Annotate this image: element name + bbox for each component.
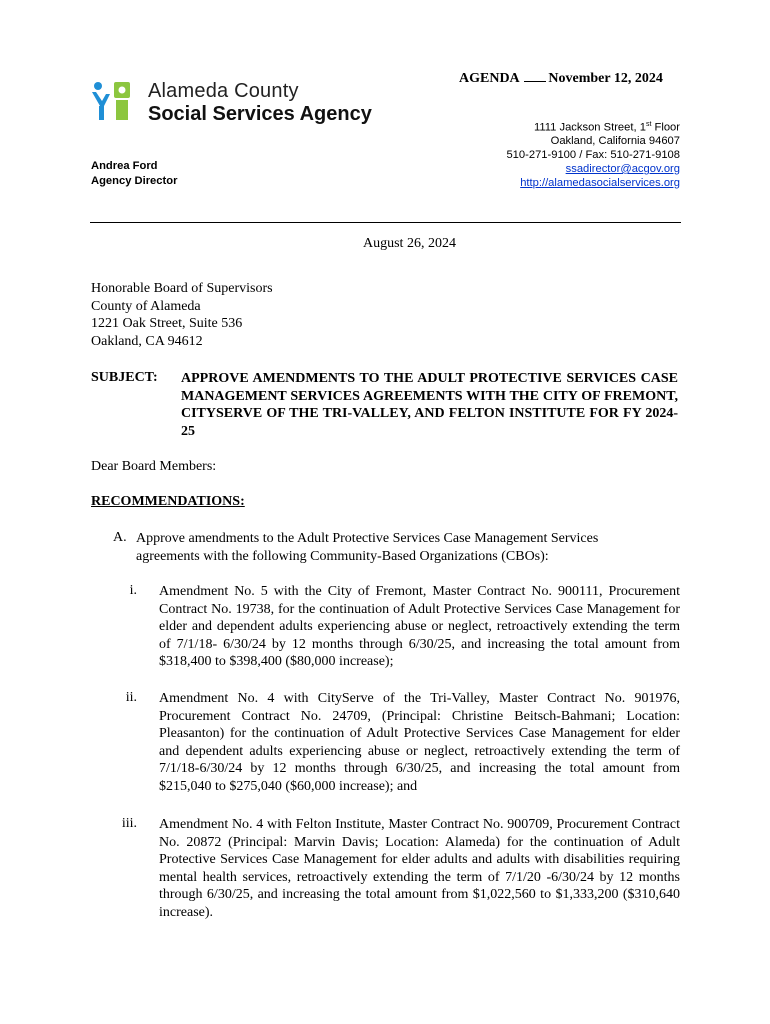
email-link[interactable]: ssadirector@acgov.org <box>565 163 680 175</box>
subitem-label: ii. <box>125 690 137 705</box>
item-a-label: A. <box>113 530 127 545</box>
recipient-line: Oakland, CA 94612 <box>91 333 203 349</box>
recipient-address <box>91 280 273 350</box>
logo-figure-blue <box>92 82 110 120</box>
recommendations-heading: RECOMMENDATIONS: <box>91 494 245 509</box>
phone-fax: 510-271-9100 / Fax: 510-271-9108 <box>506 149 680 161</box>
subject-text: APPROVE AMENDMENTS TO THE ADULT PROTECTIVE SERVICES CASE MANAGEMENT SERVICES AGREEMENTS WITH THE CITY OF FREMONT, CITYSERVE OF THE TRI-VALLEY, AND FELTON INSTITUTE FOR FY 2024-25 <box>181 371 678 439</box>
recipient-line: County of Alameda <box>91 298 201 314</box>
subitem-text: Amendment No. 4 with Felton Institute, Master Contract No. 900709, Procurement Contract No. 20872 (Principal: Marvin Davis; Location: Alameda) for the continuation of Adult Protective Services Case Management for elder adults and adults with disabilities requiring mental health services, retroactively extending the term of 7/1/20 -6/30/24 by 12 months through 6/30/25, and increasing the total amount from $1,022,560 to $1,333,200 ($310,640 increase). <box>159 817 680 920</box>
subitem-label: iii. <box>121 816 137 831</box>
director-name: Andrea Ford <box>91 160 158 172</box>
agenda-label: AGENDA <box>459 71 519 86</box>
agenda-line <box>459 70 663 87</box>
subitem-text: Amendment No. 5 with the City of Fremont, Master Contract No. 900111, Procurement Contract No. 19738, for the continuation of Adult Protective Services Case Management for elder and dependent adults experiencing abuse or neglect, retroactively extending the term of 7/1/18- 6/30/24 by 12 months through 6/30/25, and increasing the total amount from $318,400 to $398,400 ($80,000 increase); <box>159 584 680 669</box>
email-line <box>566 163 680 175</box>
website-link[interactable]: http://alamedasocialservices.org <box>520 177 680 189</box>
address-line-2: Oakland, California 94607 <box>550 135 680 147</box>
org-name-line1: Alameda County <box>148 80 299 102</box>
recipient-line: Honorable Board of Supervisors <box>91 281 273 296</box>
subject-label: SUBJECT: <box>91 370 158 385</box>
letter-date: August 26, 2024 <box>363 236 456 251</box>
subitem-label: i. <box>129 583 137 598</box>
org-name-line2: Social Services Agency <box>148 103 372 125</box>
website-line <box>520 177 680 189</box>
subitem-text: Amendment No. 4 with CityServe of the Tri-Valley, Master Contract No. 901976, Procurement Contract No. 24709, (Principal: Christine Beitsch-Bahmani; Location: Pleasanton) for the continuation of Adult Protective Services Case Management for elder and dependent adults experiencing abuse or neglect, retroactively extending the term of 7/1/18-6/30/24 by 12 months through 6/30/25, and increasing the total amount from $215,040 to $275,040 ($60,000 increase); and <box>159 691 680 794</box>
logo-figure-green <box>114 82 130 120</box>
recipient-line: 1221 Oak Street, Suite 536 <box>91 316 243 331</box>
address-line-1: 1111 Jackson Street, 1st Floor <box>533 121 680 134</box>
salutation: Dear Board Members: <box>91 459 217 474</box>
director-title: Agency Director <box>91 175 178 187</box>
header-divider <box>90 222 681 223</box>
agenda-blank <box>524 70 546 82</box>
item-a-text: Approve amendments to the Adult Protective Services Case Management Services agreements with the following Community-Based Organizations (CBOs): <box>136 531 599 564</box>
agency-logo <box>90 80 134 124</box>
agenda-date: November 12, 2024 <box>548 71 663 86</box>
